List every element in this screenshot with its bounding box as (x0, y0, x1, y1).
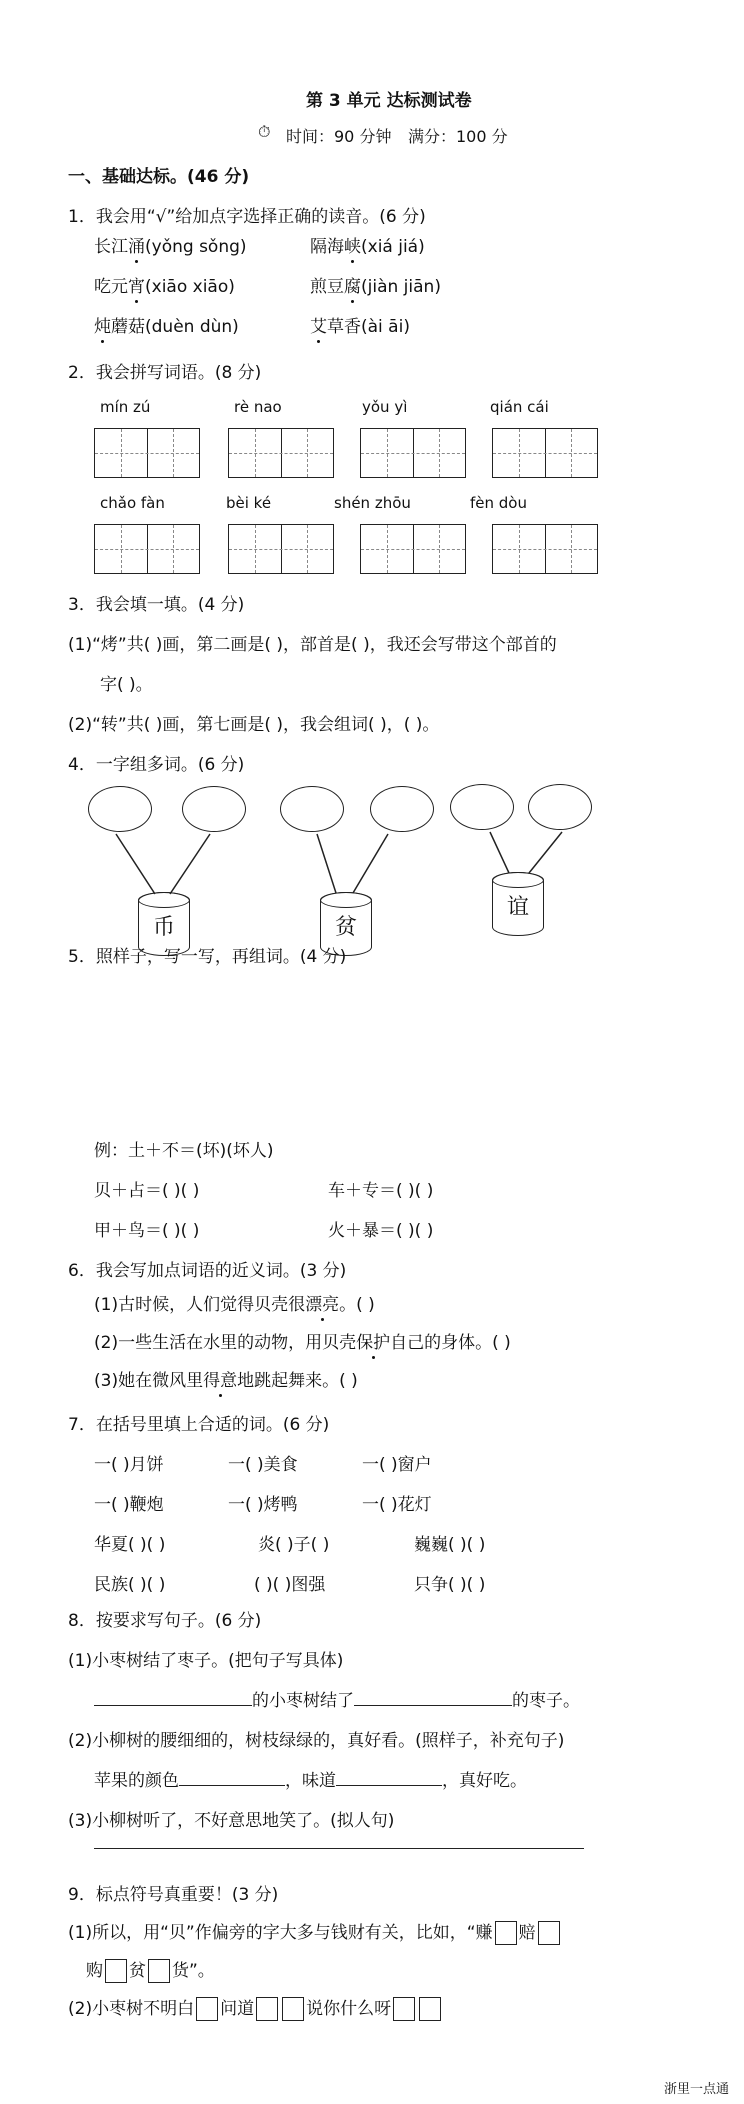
full-score: 满分：100 分 (408, 127, 508, 146)
answer-oval[interactable] (450, 784, 514, 830)
question-3-prompt: 3．我会填一填。(4 分) (68, 595, 245, 615)
word-cylinder: 谊 (492, 872, 544, 936)
q7-item: 民族( )( ) (94, 1575, 166, 1595)
answer-blank[interactable] (354, 1691, 512, 1706)
q6-item: (2)一些生活在水里的动物，用贝壳保护自己的身体。( ) (94, 1328, 511, 1353)
writing-grid[interactable] (94, 428, 200, 478)
q7-item: 只争( )( ) (414, 1575, 486, 1595)
writing-grid[interactable] (492, 428, 598, 478)
connector-line (170, 834, 210, 894)
punctuation-box[interactable] (256, 1997, 278, 2021)
q7-item: 一( )美食 (228, 1455, 298, 1475)
q6-item: (1)古时候，人们觉得贝壳很漂亮。( ) (94, 1290, 375, 1315)
q9-line: (1)所以，用“贝”作偏旁的字大多与钱财有关，比如，“赚 赔 (68, 1918, 562, 1945)
q5-item: 贝＋占＝( )( ) (94, 1181, 200, 1201)
punctuation-box[interactable] (419, 1997, 441, 2021)
answer-oval[interactable] (88, 786, 152, 832)
question-2-prompt: 2．我会拼写词语。(8 分) (68, 363, 262, 383)
writing-grid[interactable] (94, 524, 200, 574)
question-8-prompt: 8．按要求写句子。(6 分) (68, 1611, 262, 1631)
q5-item: 甲＋鸟＝( )( ) (94, 1221, 200, 1241)
punctuation-box[interactable] (393, 1997, 415, 2021)
q9-line: (2)小枣树不明白 问道 说你什么呀 (68, 1994, 443, 2021)
q5-example: 例：土＋不＝(坏)(坏人) (94, 1141, 274, 1161)
q5-item: 火＋暴＝( )( ) (328, 1221, 434, 1241)
question-6-prompt: 6．我会写加点词语的近义词。(3 分) (68, 1261, 347, 1281)
q7-item: 一( )花灯 (362, 1495, 432, 1515)
answer-oval[interactable] (528, 784, 592, 830)
word-cylinder: 币 (138, 892, 190, 956)
q3-line: 字( )。 (100, 675, 153, 695)
time-limit: 时间：90 分钟 (286, 127, 392, 146)
writing-grid[interactable] (228, 524, 334, 574)
pinyin-label: yǒu yì (362, 398, 408, 416)
pinyin-label: mín zú (100, 398, 151, 416)
question-4-prompt: 4．一字组多词。(6 分) (68, 755, 245, 775)
punctuation-box[interactable] (148, 1959, 170, 1983)
q1-item: 艾草香(ài āi) (310, 312, 410, 337)
question-7-prompt: 7．在括号里填上合适的词。(6 分) (68, 1415, 330, 1435)
q1-item: 吃元宵(xiāo xiāo) (94, 272, 235, 297)
connector-line (353, 834, 388, 893)
q7-item: 巍巍( )( ) (414, 1535, 486, 1555)
word-cylinder: 贫 (320, 892, 372, 956)
writing-grid[interactable] (360, 524, 466, 574)
q3-line: (1)“烤”共( )画，第二画是( )，部首是( )，我还会写带这个部首的 (68, 635, 557, 655)
q7-item: ( )( )图强 (254, 1575, 326, 1595)
page-title: 第 3 单元 达标测试卷 (306, 91, 472, 111)
q9-line: 购 贫 货”。 (86, 1961, 215, 1981)
question-5-prompt: 5．照样子，写一写，再组词。(4 分) (68, 947, 347, 967)
q5-item: 车＋专＝( )( ) (328, 1181, 434, 1201)
writing-grid[interactable] (360, 428, 466, 478)
pinyin-label: shén zhōu (334, 494, 411, 512)
stopwatch-icon: ⏱ (258, 122, 271, 141)
q7-item: 一( )烤鸭 (228, 1495, 298, 1515)
footer-brand: 浙里一点通 (664, 2082, 730, 2097)
q1-item: 炖蘑菇(duèn dùn) (94, 312, 239, 337)
q7-item: 炎( )子( ) (258, 1535, 330, 1555)
q7-item: 一( )月饼 (94, 1455, 164, 1475)
q1-item: 煎豆腐(jiàn jiān) (310, 272, 441, 297)
q3-line: (2)“转”共( )画，第七画是( )，我会组词( )，( )。 (68, 715, 440, 735)
punctuation-box[interactable] (196, 1997, 218, 2021)
pinyin-label: bèi ké (226, 494, 272, 512)
answer-blank[interactable] (336, 1771, 442, 1786)
answer-oval[interactable] (182, 786, 246, 832)
answer-oval[interactable] (280, 786, 344, 832)
answer-line[interactable] (94, 1846, 584, 1849)
q6-item: (3)她在微风里得意地跳起舞来。( ) (94, 1366, 358, 1391)
q8-item: (1)小枣树结了枣子。(把句子写具体) (68, 1651, 344, 1671)
punctuation-box[interactable] (495, 1921, 517, 1945)
q8-item: (3)小柳树听了，不好意思地笑了。(拟人句) (68, 1811, 395, 1831)
q1-item: 长江涌(yǒng sǒng) (94, 232, 247, 257)
answer-blank[interactable] (179, 1771, 285, 1786)
section-heading: 一、基础达标。(46 分) (68, 167, 250, 187)
question-9-prompt: 9．标点符号真重要！(3 分) (68, 1885, 279, 1905)
q1-item: 隔海峡(xiá jiá) (310, 232, 425, 257)
q7-item: 一( )鞭炮 (94, 1495, 164, 1515)
q7-item: 一( )窗户 (362, 1455, 432, 1475)
pinyin-label: fèn dòu (470, 494, 527, 512)
answer-blank[interactable] (94, 1691, 252, 1706)
connector-line (317, 834, 336, 893)
q7-item: 华夏( )( ) (94, 1535, 166, 1555)
punctuation-box[interactable] (282, 1997, 304, 2021)
writing-grid[interactable] (228, 428, 334, 478)
pinyin-label: qián cái (490, 398, 549, 416)
writing-grid[interactable] (492, 524, 598, 574)
punctuation-box[interactable] (105, 1959, 127, 1983)
pinyin-label: rè nao (234, 398, 282, 416)
q8-item: (2)小柳树的腰细细的，树枝绿绿的，真好看。(照样子，补充句子) (68, 1731, 565, 1751)
connector-line (529, 832, 562, 873)
punctuation-box[interactable] (538, 1921, 560, 1945)
question-1-prompt: 1．我会用“√”给加点字选择正确的读音。(6 分) (68, 207, 426, 227)
q8-fill-line: 的小枣树结了 的枣子。 (94, 1686, 580, 1711)
answer-oval[interactable] (370, 786, 434, 832)
connector-line (116, 834, 155, 894)
q8-fill-line: 苹果的颜色 ，味道 ，真好吃。 (94, 1771, 527, 1791)
pinyin-label: chǎo fàn (100, 494, 165, 512)
connector-line (490, 832, 509, 873)
